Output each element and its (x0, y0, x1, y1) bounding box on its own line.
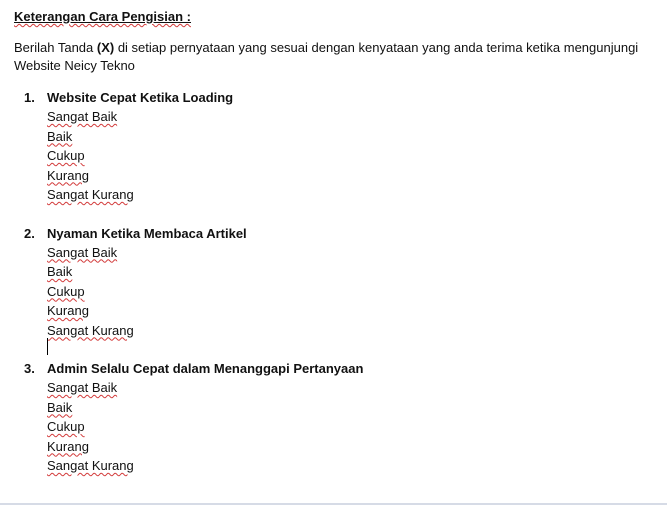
question-3 (24, 359, 654, 476)
option-text: Kurang (47, 303, 89, 318)
question-1-options (47, 107, 654, 205)
question-1-number: 1. (24, 90, 35, 105)
instruction-text-after: di setiap pernyataan yang sesuai dengan kenyataan yang anda terima ketika mengunjungi Website Neicy Tekno (14, 40, 639, 73)
option-text: Sangat Baik (47, 244, 118, 260)
question-3-number: 3. (24, 361, 35, 376)
instruction-paragraph (14, 39, 654, 75)
option-text: Cukup (47, 419, 85, 434)
question-2 (24, 224, 654, 341)
option-text: Sangat Kurang (47, 322, 134, 338)
option-text: Kurang (47, 167, 89, 183)
question-3-header (24, 359, 654, 378)
page-bottom-edge (0, 503, 667, 505)
option-text: Kurang (47, 438, 89, 454)
option-text: Sangat Baik (47, 380, 118, 395)
option-text: Cukup (47, 148, 85, 163)
instruction-mark: (X) (96, 40, 115, 55)
document-heading (14, 8, 654, 26)
option-text: Baik (47, 128, 73, 144)
option-text: Sangat Kurang (47, 458, 134, 473)
instruction-text-before: Berilah Tanda (14, 40, 97, 55)
question-1 (24, 88, 654, 205)
option-text: Cukup (47, 283, 85, 299)
question-2-header (24, 224, 654, 243)
heading-text: Keterangan Cara Pengisian : (14, 9, 191, 24)
question-1-title: Website Cepat Ketika Loading (47, 90, 234, 105)
question-2-options (47, 243, 654, 341)
option-text: Sangat Kurang (47, 187, 134, 202)
question-2-number: 2. (24, 225, 35, 241)
question-2-title: Nyaman Ketika Membaca Artikel (47, 225, 247, 241)
text-cursor (47, 338, 48, 355)
document-body[interactable] (14, 8, 654, 476)
question-3-options (47, 378, 654, 476)
option-text: Baik (47, 264, 73, 279)
option-text: Sangat Baik (47, 109, 118, 124)
option-text: Baik (47, 399, 73, 415)
question-3-title: Admin Selalu Cepat dalam Menanggapi Pertanyaan (47, 361, 364, 376)
question-1-header (24, 88, 654, 107)
